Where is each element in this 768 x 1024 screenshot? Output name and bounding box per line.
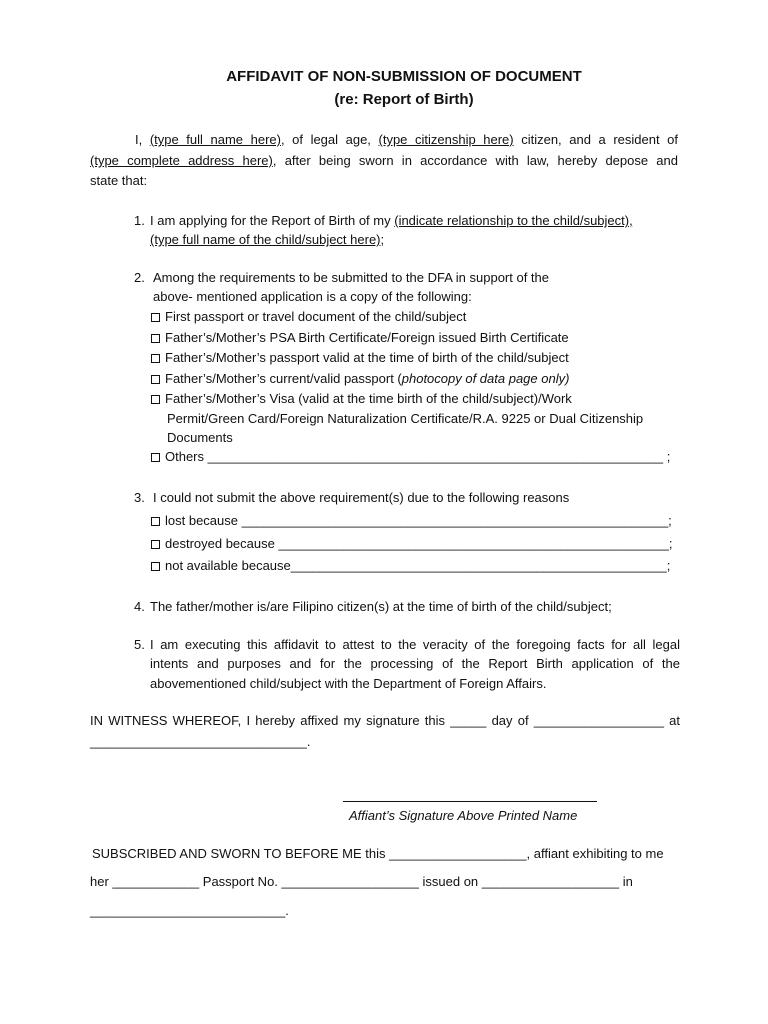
checkbox[interactable] [151, 562, 160, 571]
reason-label: lost because ___________________________________________________________; [165, 513, 672, 528]
intro-i: I, [135, 132, 143, 147]
child-name-placeholder: (type full name of the child/subject here) [150, 232, 381, 247]
citizenship-placeholder: (type citizenship here) [378, 132, 514, 147]
sworn-line-1: SUBSCRIBED AND SWORN TO BEFORE ME this ___________________, affiant exhibiting to me [92, 846, 664, 861]
item-5-number: 5. [134, 637, 145, 652]
intro-after: , after being sworn in accordance with law, hereby depose and [272, 153, 678, 168]
requirement-option [151, 391, 572, 407]
item-4-text: The father/mother is/are Filipino citizen(s) at the time of birth of the child/subject; [150, 599, 612, 614]
item-1-number: 1. [134, 213, 145, 228]
requirement-option [151, 309, 466, 325]
checkbox[interactable] [151, 540, 160, 549]
reason-option [151, 536, 673, 552]
item-4-number: 4. [134, 599, 145, 614]
option-label: Others _______________________________________________________________ ; [165, 449, 671, 464]
intro-resident: citizen, and a resident of [513, 132, 678, 147]
item-5-line-3: abovementioned child/subject with the Department of Foreign Affairs. [150, 676, 547, 691]
witness-line-1: IN WITNESS WHEREOF, I hereby affixed my signature this _____ day of __________________ at [90, 713, 680, 728]
full-name-placeholder: (type full name here) [149, 132, 281, 147]
option-continuation: Permit/Green Card/Foreign Naturalization Certificate/R.A. 9225 or Dual Citizenship [167, 411, 644, 426]
sworn-line-3: ___________________________. [90, 903, 289, 918]
intro-line-3: state that: [90, 173, 148, 188]
document-subtitle: (re: Report of Birth) [334, 91, 474, 108]
checkbox[interactable] [151, 334, 160, 343]
item-3-text: I could not submit the above requirement(s) due to the following reasons [153, 490, 570, 505]
item-5-line-2: intents and purposes and for the processing of the Report Birth application of the [150, 656, 680, 671]
reason-label: destroyed because ______________________________________________________; [165, 536, 673, 551]
intro-line-2 [90, 153, 678, 169]
checkbox[interactable] [151, 453, 160, 462]
requirement-option [151, 449, 670, 465]
item-3-number: 3. [134, 490, 145, 505]
signature-label: Affiant’s Signature Above Printed Name [349, 808, 578, 823]
checkbox[interactable] [151, 517, 160, 526]
witness-line-2: ______________________________. [90, 734, 311, 749]
item-2-number: 2. [134, 270, 145, 285]
checkbox[interactable] [151, 354, 160, 363]
relationship-placeholder: (indicate relationship to the child/subject), [394, 213, 633, 228]
document-title: AFFIDAVIT OF NON-SUBMISSION OF DOCUMENT [226, 68, 582, 85]
requirement-option [151, 350, 569, 366]
item-5-line-1: I am executing this affidavit to attest to the veracity of the foregoing facts for all legal [150, 637, 680, 652]
option-label: Father’s/Mother’s passport valid at the time of birth of the child/subject [165, 350, 569, 365]
address-placeholder: (type complete address here) [90, 153, 273, 168]
reason-label: not available because____________________________________________________; [165, 558, 671, 573]
sworn-line-2: her ____________ Passport No. ___________________ issued on ___________________ in [90, 874, 633, 889]
requirement-option [151, 371, 569, 387]
item-2-line-1: Among the requirements to be submitted to the DFA in support of the [153, 270, 550, 285]
item-1-line-2 [150, 232, 384, 248]
intro-line-1 [90, 132, 678, 148]
option-label: Father’s/Mother’s Visa (valid at the time birth of the child/subject)/Work [165, 391, 572, 406]
reason-option [151, 513, 672, 529]
item-1-end: ; [380, 232, 385, 247]
signature-line [343, 801, 597, 802]
option-continuation: Documents [167, 430, 233, 445]
requirement-option [151, 330, 569, 346]
intro-legal-age: , of legal age, [280, 132, 371, 147]
item-2-line-2: above- mentioned application is a copy of the following: [153, 289, 472, 304]
item-1-text: I am applying for the Report of Birth of my [150, 213, 395, 228]
checkbox[interactable] [151, 375, 160, 384]
checkbox[interactable] [151, 395, 160, 404]
reason-option [151, 558, 670, 574]
option-label: Father’s/Mother’s PSA Birth Certificate/Foreign issued Birth Certificate [165, 330, 569, 345]
checkbox[interactable] [151, 313, 160, 322]
option-note: photocopy of data page only) [401, 371, 570, 386]
item-1-line-1 [150, 213, 633, 229]
option-label: Father’s/Mother’s current/valid passport ( [165, 371, 402, 386]
option-label: First passport or travel document of the child/subject [165, 309, 467, 324]
